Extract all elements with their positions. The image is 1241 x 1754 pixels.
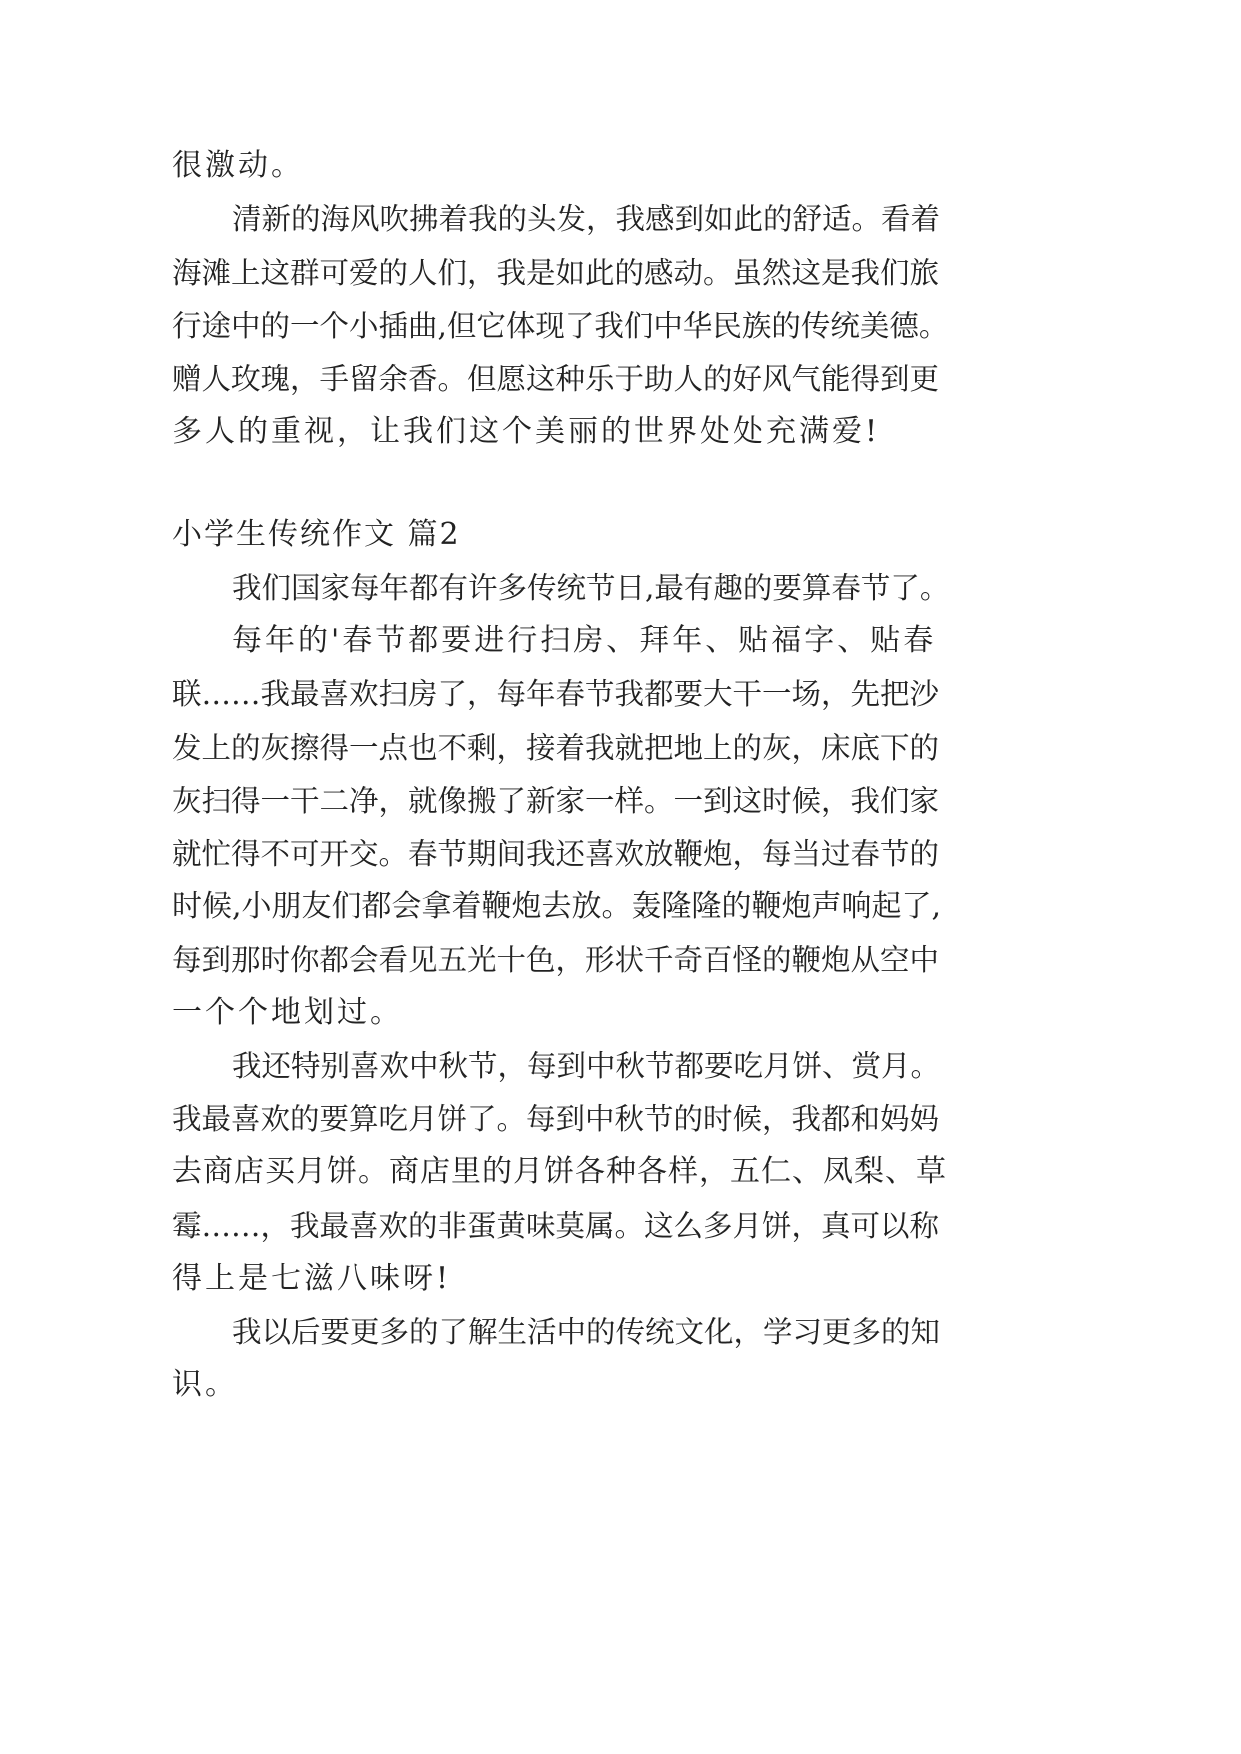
- text-line: 联……我最喜欢扫房了，每年春节我都要大干一场，先把沙: [172, 677, 940, 711]
- text-line: 发上的灰擦得一点也不剩，接着我就把地上的灰，床底下的: [172, 731, 940, 765]
- text-line: 识。: [172, 1367, 238, 1402]
- text-line: 每年的'春节都要进行扫房、拜年、贴福字、贴春: [232, 623, 937, 658]
- section-heading: 小学生传统作文 篇2: [172, 517, 461, 552]
- text-line: 一个个地划过。: [172, 995, 403, 1030]
- text-line: 灰扫得一干二净，就像搬了新家一样。一到这时候，我们家: [172, 784, 940, 818]
- text-line: 我还特别喜欢中秋节，每到中秋节都要吃月饼、赏月。: [232, 1049, 941, 1083]
- text-line: 行途中的一个小插曲,但它体现了我们中华民族的传统美德。: [172, 309, 949, 343]
- text-line: 去商店买月饼。商店里的月饼各种各样，五仁、凤梨、草: [172, 1154, 947, 1189]
- text-line: 每到那时你都会看见五光十色，形状千奇百怪的鞭炮从空中: [172, 943, 940, 977]
- text-line: 赠人玫瑰，手留余香。但愿这种乐于助人的好风气能得到更: [172, 362, 940, 396]
- text-line: 就忙得不可开交。春节期间我还喜欢放鞭炮，每当过春节的: [172, 837, 940, 871]
- text-line: 很激动。: [172, 148, 304, 183]
- text-line: 多人的重视，让我们这个美丽的世界处处充满爱!: [172, 414, 881, 449]
- text-line: 我最喜欢的要算吃月饼了。每到中秋节的时候，我都和妈妈: [172, 1102, 940, 1136]
- text-line: 我们国家每年都有许多传统节日,最有趣的要算春节了。: [232, 571, 950, 605]
- text-line: 我以后要更多的了解生活中的传统文化，学习更多的知: [232, 1315, 941, 1349]
- text-line: 海滩上这群可爱的人们，我是如此的感动。虽然这是我们旅: [172, 256, 940, 290]
- text-line: 得上是七滋八味呀!: [172, 1261, 452, 1296]
- text-line: 霉……，我最喜欢的非蛋黄味莫属。这么多月饼，真可以称: [172, 1209, 940, 1243]
- text-line: 清新的海风吹拂着我的头发，我感到如此的舒适。看着: [232, 202, 941, 236]
- text-line: 时候,小朋友们都会拿着鞭炮去放。轰隆隆的鞭炮声响起了,: [172, 889, 942, 924]
